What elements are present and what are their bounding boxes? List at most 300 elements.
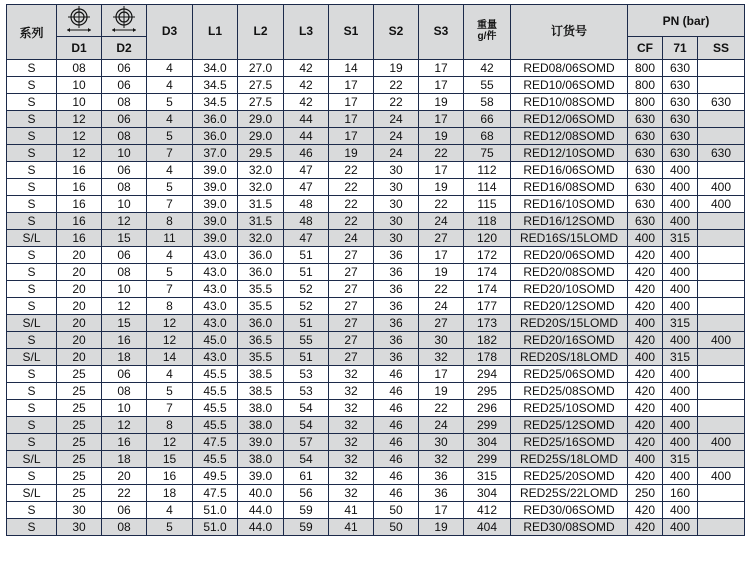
cell-d1: 30	[57, 502, 102, 519]
cell-s1: 32	[329, 366, 374, 383]
cell-series: S/L	[7, 485, 57, 502]
cell-pn-ss: 630	[698, 94, 745, 111]
header-cf: CF	[628, 37, 663, 60]
header-weight	[464, 5, 511, 60]
cell-d3: 4	[147, 60, 193, 77]
header-d2-symbol	[102, 5, 147, 37]
cell-pn-71: 630	[663, 77, 698, 94]
cell-l2: 44.0	[238, 502, 284, 519]
cell-s1: 32	[329, 383, 374, 400]
cell-l3: 53	[284, 366, 329, 383]
cell-l3: 42	[284, 94, 329, 111]
cell-series: S	[7, 213, 57, 230]
cell-d3: 5	[147, 128, 193, 145]
table-row	[7, 366, 745, 383]
header-s1: S1	[329, 5, 374, 60]
cell-weight: 296	[464, 400, 511, 417]
cell-s1: 22	[329, 162, 374, 179]
cell-l3: 48	[284, 213, 329, 230]
cell-d1: 20	[57, 247, 102, 264]
cell-l2: 38.5	[238, 366, 284, 383]
cell-l3: 56	[284, 485, 329, 502]
cell-pn-71: 400	[663, 162, 698, 179]
table-row	[7, 179, 745, 196]
cell-s2: 22	[374, 77, 419, 94]
cell-d3: 5	[147, 94, 193, 111]
cell-d1: 20	[57, 349, 102, 366]
cell-l3: 51	[284, 247, 329, 264]
cell-pn-ss	[698, 451, 745, 468]
cell-pn-ss	[698, 60, 745, 77]
cell-pn-ss	[698, 247, 745, 264]
cell-l2: 27.5	[238, 77, 284, 94]
cell-weight: 68	[464, 128, 511, 145]
cell-d2: 06	[102, 502, 147, 519]
cell-s3: 32	[419, 451, 464, 468]
cell-d2: 06	[102, 77, 147, 94]
cell-s1: 27	[329, 281, 374, 298]
cell-l1: 34.5	[193, 77, 238, 94]
cell-s3: 17	[419, 60, 464, 77]
cell-d3: 4	[147, 366, 193, 383]
cell-l1: 39.0	[193, 230, 238, 247]
cell-pn-cf: 420	[628, 264, 663, 281]
cell-l3: 47	[284, 179, 329, 196]
cell-pn-ss: 400	[698, 179, 745, 196]
cell-d3: 7	[147, 281, 193, 298]
cell-d3: 4	[147, 77, 193, 94]
cell-order-no: RED25S/22LOMD	[511, 485, 628, 502]
cell-pn-71: 315	[663, 349, 698, 366]
cell-s2: 30	[374, 196, 419, 213]
cell-l1: 36.0	[193, 128, 238, 145]
cell-pn-cf: 420	[628, 332, 663, 349]
cell-pn-ss	[698, 77, 745, 94]
table-row	[7, 434, 745, 451]
cell-l1: 51.0	[193, 502, 238, 519]
cell-d2: 08	[102, 519, 147, 536]
header-71: 71	[663, 37, 698, 60]
cell-l2: 39.0	[238, 434, 284, 451]
cell-pn-71: 400	[663, 383, 698, 400]
cell-d2: 06	[102, 111, 147, 128]
cell-l3: 42	[284, 77, 329, 94]
cell-d2: 10	[102, 400, 147, 417]
cell-s2: 36	[374, 298, 419, 315]
header-l3: L3	[284, 5, 329, 60]
cell-pn-cf: 400	[628, 315, 663, 332]
cell-pn-ss	[698, 281, 745, 298]
cell-order-no: RED12/08SOMD	[511, 128, 628, 145]
cell-l3: 51	[284, 349, 329, 366]
cell-s3: 22	[419, 196, 464, 213]
header-weight-line2: g/件	[477, 30, 497, 42]
cell-pn-cf: 630	[628, 213, 663, 230]
cell-s1: 32	[329, 451, 374, 468]
cell-s3: 36	[419, 468, 464, 485]
cell-series: S	[7, 196, 57, 213]
cell-pn-ss	[698, 519, 745, 536]
cell-l1: 49.5	[193, 468, 238, 485]
cell-l1: 45.5	[193, 383, 238, 400]
cell-l1: 51.0	[193, 519, 238, 536]
cell-d2: 22	[102, 485, 147, 502]
cell-series: S	[7, 298, 57, 315]
cell-s3: 17	[419, 247, 464, 264]
table-row	[7, 417, 745, 434]
cell-pn-71: 400	[663, 247, 698, 264]
cell-series: S	[7, 94, 57, 111]
cell-weight: 115	[464, 196, 511, 213]
cell-pn-cf: 800	[628, 94, 663, 111]
cell-s3: 30	[419, 332, 464, 349]
cell-pn-71: 400	[663, 332, 698, 349]
cell-series: S	[7, 162, 57, 179]
cell-order-no: RED20/10SOMD	[511, 281, 628, 298]
cell-series: S	[7, 502, 57, 519]
cell-pn-71: 400	[663, 400, 698, 417]
cell-d3: 5	[147, 519, 193, 536]
cell-s1: 27	[329, 298, 374, 315]
cell-d3: 18	[147, 485, 193, 502]
cell-d1: 25	[57, 366, 102, 383]
cell-d3: 12	[147, 315, 193, 332]
cell-d2: 16	[102, 434, 147, 451]
cell-weight: 120	[464, 230, 511, 247]
cell-pn-71: 400	[663, 298, 698, 315]
cell-s1: 17	[329, 111, 374, 128]
cell-pn-ss: 400	[698, 196, 745, 213]
cell-weight: 112	[464, 162, 511, 179]
cell-l3: 55	[284, 332, 329, 349]
cell-d3: 11	[147, 230, 193, 247]
table-row	[7, 111, 745, 128]
cell-order-no: RED25/16SOMD	[511, 434, 628, 451]
cell-l1: 43.0	[193, 315, 238, 332]
cell-l1: 34.0	[193, 60, 238, 77]
cell-l2: 35.5	[238, 349, 284, 366]
cell-s1: 27	[329, 247, 374, 264]
cell-l3: 52	[284, 281, 329, 298]
cell-s2: 46	[374, 400, 419, 417]
cell-s2: 46	[374, 417, 419, 434]
cell-d1: 08	[57, 60, 102, 77]
cell-d2: 12	[102, 213, 147, 230]
cell-d2: 16	[102, 332, 147, 349]
cell-series: S	[7, 366, 57, 383]
cell-l3: 42	[284, 60, 329, 77]
cell-s1: 32	[329, 485, 374, 502]
cell-s3: 32	[419, 349, 464, 366]
cell-order-no: RED12/10SOMD	[511, 145, 628, 162]
cell-l2: 32.0	[238, 230, 284, 247]
cell-pn-71: 160	[663, 485, 698, 502]
cell-l2: 44.0	[238, 519, 284, 536]
cell-pn-ss	[698, 128, 745, 145]
cell-pn-ss	[698, 400, 745, 417]
cell-pn-ss: 400	[698, 332, 745, 349]
cell-s1: 19	[329, 145, 374, 162]
cell-pn-cf: 420	[628, 417, 663, 434]
tube-end-symbol-icon	[64, 5, 94, 33]
table-body	[7, 60, 745, 536]
cell-s2: 36	[374, 332, 419, 349]
cell-l1: 47.5	[193, 434, 238, 451]
cell-weight: 299	[464, 451, 511, 468]
cell-weight: 75	[464, 145, 511, 162]
cell-d1: 25	[57, 468, 102, 485]
cell-weight: 412	[464, 502, 511, 519]
cell-series: S	[7, 128, 57, 145]
cell-s3: 22	[419, 281, 464, 298]
table-row	[7, 213, 745, 230]
cell-l1: 34.5	[193, 94, 238, 111]
cell-pn-71: 400	[663, 366, 698, 383]
header-pn: PN (bar)	[628, 5, 745, 37]
cell-s2: 36	[374, 315, 419, 332]
cell-pn-71: 400	[663, 264, 698, 281]
cell-s2: 30	[374, 230, 419, 247]
cell-pn-ss	[698, 298, 745, 315]
cell-pn-ss	[698, 485, 745, 502]
cell-l3: 53	[284, 383, 329, 400]
cell-order-no: RED25/06SOMD	[511, 366, 628, 383]
cell-d3: 7	[147, 145, 193, 162]
header-l2: L2	[238, 5, 284, 60]
cell-d2: 06	[102, 162, 147, 179]
tube-end-symbol-icon	[109, 5, 139, 33]
cell-l2: 35.5	[238, 298, 284, 315]
cell-s2: 24	[374, 145, 419, 162]
cell-weight: 114	[464, 179, 511, 196]
cell-l2: 31.5	[238, 213, 284, 230]
cell-series: S	[7, 519, 57, 536]
cell-d3: 12	[147, 434, 193, 451]
cell-order-no: RED30/06SOMD	[511, 502, 628, 519]
cell-s2: 19	[374, 60, 419, 77]
cell-series: S/L	[7, 230, 57, 247]
cell-s1: 22	[329, 196, 374, 213]
cell-d3: 15	[147, 451, 193, 468]
cell-pn-cf: 420	[628, 468, 663, 485]
cell-pn-71: 400	[663, 519, 698, 536]
cell-pn-ss	[698, 383, 745, 400]
cell-order-no: RED12/06SOMD	[511, 111, 628, 128]
cell-pn-cf: 420	[628, 281, 663, 298]
cell-pn-cf: 630	[628, 196, 663, 213]
header-d2: D2	[102, 37, 147, 60]
cell-weight: 174	[464, 264, 511, 281]
cell-weight: 173	[464, 315, 511, 332]
cell-weight: 315	[464, 468, 511, 485]
cell-s3: 36	[419, 485, 464, 502]
cell-pn-71: 630	[663, 111, 698, 128]
cell-d1: 10	[57, 77, 102, 94]
table-row	[7, 60, 745, 77]
cell-series: S	[7, 417, 57, 434]
cell-d3: 5	[147, 179, 193, 196]
header-s2: S2	[374, 5, 419, 60]
cell-series: S	[7, 383, 57, 400]
cell-pn-ss	[698, 213, 745, 230]
cell-d3: 4	[147, 162, 193, 179]
cell-l2: 27.5	[238, 94, 284, 111]
cell-l1: 39.0	[193, 213, 238, 230]
cell-l2: 32.0	[238, 162, 284, 179]
table-row	[7, 94, 745, 111]
cell-l3: 54	[284, 400, 329, 417]
header-d3: D3	[147, 5, 193, 60]
cell-series: S	[7, 400, 57, 417]
cell-l3: 54	[284, 451, 329, 468]
cell-l2: 38.5	[238, 383, 284, 400]
cell-d2: 15	[102, 315, 147, 332]
cell-order-no: RED10/08SOMD	[511, 94, 628, 111]
cell-order-no: RED25/10SOMD	[511, 400, 628, 417]
cell-s3: 27	[419, 315, 464, 332]
cell-s1: 27	[329, 349, 374, 366]
cell-d1: 20	[57, 281, 102, 298]
cell-weight: 304	[464, 485, 511, 502]
cell-order-no: RED20/12SOMD	[511, 298, 628, 315]
cell-s1: 24	[329, 230, 374, 247]
cell-series: S/L	[7, 349, 57, 366]
cell-pn-71: 400	[663, 434, 698, 451]
table-row	[7, 196, 745, 213]
cell-series: S	[7, 332, 57, 349]
cell-s2: 24	[374, 111, 419, 128]
table-row	[7, 230, 745, 247]
header-l1: L1	[193, 5, 238, 60]
cell-d2: 08	[102, 94, 147, 111]
table-row	[7, 502, 745, 519]
cell-s3: 24	[419, 417, 464, 434]
cell-pn-ss	[698, 264, 745, 281]
cell-order-no: RED20S/18LOMD	[511, 349, 628, 366]
cell-d3: 5	[147, 383, 193, 400]
cell-d3: 5	[147, 264, 193, 281]
cell-d1: 20	[57, 264, 102, 281]
cell-pn-cf: 630	[628, 145, 663, 162]
cell-s1: 32	[329, 400, 374, 417]
cell-d3: 4	[147, 111, 193, 128]
table-row	[7, 451, 745, 468]
cell-d2: 06	[102, 60, 147, 77]
table-row	[7, 400, 745, 417]
cell-l3: 46	[284, 145, 329, 162]
cell-s3: 24	[419, 298, 464, 315]
cell-l3: 47	[284, 230, 329, 247]
cell-s2: 46	[374, 451, 419, 468]
cell-l3: 57	[284, 434, 329, 451]
cell-pn-cf: 420	[628, 400, 663, 417]
cell-s3: 19	[419, 128, 464, 145]
cell-pn-ss	[698, 417, 745, 434]
cell-weight: 299	[464, 417, 511, 434]
cell-d2: 06	[102, 247, 147, 264]
cell-l2: 36.0	[238, 264, 284, 281]
cell-weight: 178	[464, 349, 511, 366]
cell-d2: 18	[102, 349, 147, 366]
cell-weight: 118	[464, 213, 511, 230]
cell-s3: 19	[419, 179, 464, 196]
cell-order-no: RED20S/15LOMD	[511, 315, 628, 332]
cell-series: S	[7, 77, 57, 94]
cell-pn-cf: 800	[628, 60, 663, 77]
cell-l1: 45.0	[193, 332, 238, 349]
cell-d3: 4	[147, 247, 193, 264]
table-row	[7, 77, 745, 94]
cell-s2: 46	[374, 468, 419, 485]
cell-d2: 08	[102, 179, 147, 196]
cell-d2: 18	[102, 451, 147, 468]
cell-pn-71: 630	[663, 60, 698, 77]
header-series: 系列	[7, 5, 57, 60]
cell-d1: 16	[57, 213, 102, 230]
cell-weight: 295	[464, 383, 511, 400]
cell-pn-cf: 630	[628, 162, 663, 179]
cell-s2: 46	[374, 485, 419, 502]
cell-pn-71: 315	[663, 230, 698, 247]
cell-s2: 36	[374, 349, 419, 366]
cell-l1: 43.0	[193, 247, 238, 264]
cell-l2: 32.0	[238, 179, 284, 196]
table-row	[7, 468, 745, 485]
cell-pn-71: 400	[663, 502, 698, 519]
cell-s2: 36	[374, 247, 419, 264]
table-row	[7, 332, 745, 349]
cell-d1: 12	[57, 145, 102, 162]
cell-order-no: RED25/08SOMD	[511, 383, 628, 400]
cell-series: S	[7, 145, 57, 162]
cell-weight: 55	[464, 77, 511, 94]
cell-d1: 25	[57, 400, 102, 417]
cell-pn-cf: 800	[628, 77, 663, 94]
cell-order-no: RED25/20SOMD	[511, 468, 628, 485]
cell-s3: 17	[419, 111, 464, 128]
cell-l1: 45.5	[193, 451, 238, 468]
cell-s1: 22	[329, 179, 374, 196]
cell-l1: 39.0	[193, 196, 238, 213]
cell-s2: 46	[374, 434, 419, 451]
header-weight-line1: 重量	[477, 19, 497, 31]
cell-d1: 25	[57, 434, 102, 451]
cell-pn-ss: 400	[698, 434, 745, 451]
cell-pn-71: 400	[663, 179, 698, 196]
cell-l2: 31.5	[238, 196, 284, 213]
cell-s1: 32	[329, 434, 374, 451]
cell-pn-cf: 400	[628, 349, 663, 366]
cell-d1: 12	[57, 128, 102, 145]
cell-pn-cf: 400	[628, 230, 663, 247]
cell-pn-cf: 420	[628, 383, 663, 400]
cell-d2: 08	[102, 383, 147, 400]
spec-table-container	[6, 4, 744, 566]
cell-l3: 51	[284, 315, 329, 332]
cell-s3: 17	[419, 366, 464, 383]
header-order-no: 订货号	[511, 5, 628, 60]
cell-l3: 44	[284, 111, 329, 128]
cell-l2: 38.0	[238, 451, 284, 468]
cell-pn-71: 630	[663, 94, 698, 111]
cell-d3: 7	[147, 400, 193, 417]
header-d1-symbol	[57, 5, 102, 37]
cell-pn-cf: 420	[628, 298, 663, 315]
cell-pn-ss	[698, 162, 745, 179]
cell-l1: 43.0	[193, 298, 238, 315]
cell-pn-ss	[698, 230, 745, 247]
cell-order-no: RED08/06SOMD	[511, 60, 628, 77]
